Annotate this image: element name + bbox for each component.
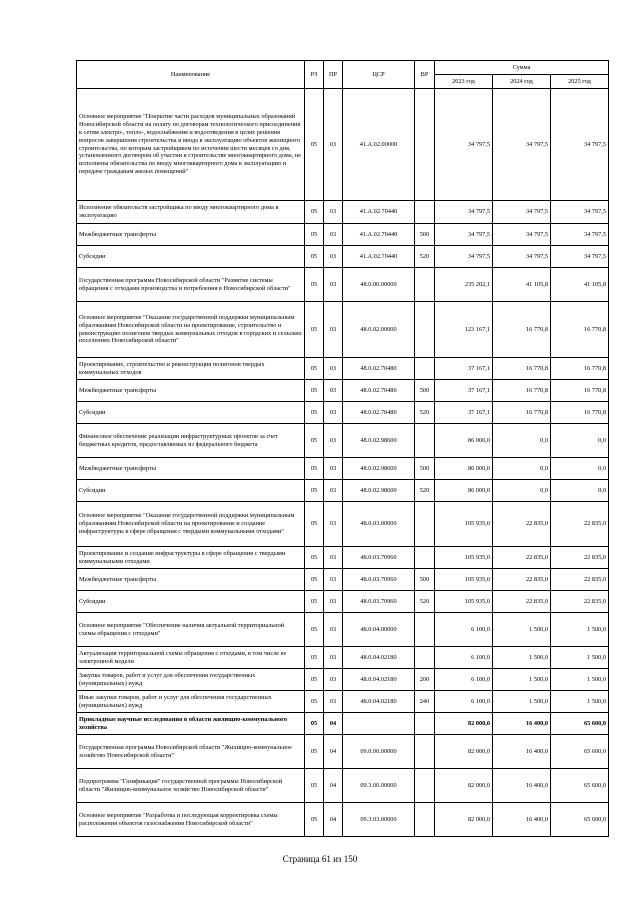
row-rz: 05 xyxy=(305,201,324,224)
row-rz: 05 xyxy=(305,735,324,769)
row-rz: 05 xyxy=(305,268,324,302)
row-value-2023: 105 935,0 xyxy=(435,547,493,569)
row-name: Проектирование и создание инфраструктуры в сфере обращения с твердыми коммунальными отходами xyxy=(77,547,305,569)
row-pr: 03 xyxy=(324,268,343,302)
row-pr: 03 xyxy=(324,402,343,424)
row-value-2025: 34 797,5 xyxy=(551,224,609,246)
row-csr: 48.0.04.02180 xyxy=(343,647,415,669)
row-pr: 04 xyxy=(324,803,343,837)
row-value-2025: 0,0 xyxy=(551,424,609,458)
header-year-2023: 2023 год xyxy=(435,75,493,89)
row-csr: 48.0.02.70480 xyxy=(343,358,415,380)
row-csr: 48.0.04.02180 xyxy=(343,669,415,691)
row-value-2024: 0,0 xyxy=(493,424,551,458)
row-value-2024: 34 797,5 xyxy=(493,246,551,268)
row-name: Субсидии xyxy=(77,480,305,502)
row-value-2024: 34 797,5 xyxy=(493,201,551,224)
row-pr: 03 xyxy=(324,480,343,502)
row-name: Основное мероприятие "Оказание государственной поддержки муниципальным образованиям Новосибирской области на проектирование, строительство и реконструкцию полигонов твердых коммунальных отходов в городских и сельских поселениях Новосибирской области" xyxy=(77,302,305,358)
row-rz: 05 xyxy=(305,302,324,358)
row-csr: 41.А.02.70440 xyxy=(343,201,415,224)
table-row xyxy=(77,458,609,480)
row-value-2024: 22 835,0 xyxy=(493,547,551,569)
row-pr: 03 xyxy=(324,647,343,669)
table-row xyxy=(77,380,609,402)
row-csr: 48.0.02.70480 xyxy=(343,380,415,402)
row-value-2024: 16 770,8 xyxy=(493,302,551,358)
row-value-2023: 6 100,0 xyxy=(435,613,493,647)
table-row xyxy=(77,224,609,246)
row-pr: 03 xyxy=(324,380,343,402)
row-rz: 05 xyxy=(305,769,324,803)
row-name: Государственная программа Новосибирской области "Развитие системы обращения с отходами производства и потребления в Новосибирской области" xyxy=(77,268,305,302)
table-row xyxy=(77,480,609,502)
row-value-2025: 1 500,0 xyxy=(551,691,609,713)
row-value-2024: 34 797,5 xyxy=(493,89,551,201)
row-pr: 04 xyxy=(324,713,343,735)
row-pr: 03 xyxy=(324,669,343,691)
row-name: Субсидии xyxy=(77,246,305,268)
row-value-2023: 105 935,0 xyxy=(435,569,493,591)
row-csr: 48.0.02.98600 xyxy=(343,458,415,480)
row-value-2023: 34 797,5 xyxy=(435,89,493,201)
row-pr: 03 xyxy=(324,591,343,613)
row-pr: 03 xyxy=(324,691,343,713)
row-vr: 240 xyxy=(415,691,435,713)
row-vr: 200 xyxy=(415,669,435,691)
row-vr xyxy=(415,502,435,547)
page-number: Страница 61 из 150 xyxy=(282,854,358,864)
row-value-2025: 0,0 xyxy=(551,458,609,480)
table-row xyxy=(77,691,609,713)
row-csr: 09.3.00.00000 xyxy=(343,769,415,803)
table-row xyxy=(77,713,609,735)
row-vr xyxy=(415,268,435,302)
row-rz: 05 xyxy=(305,402,324,424)
row-rz: 05 xyxy=(305,358,324,380)
row-rz: 05 xyxy=(305,613,324,647)
row-value-2025: 22 835,0 xyxy=(551,591,609,613)
row-name: Субсидии xyxy=(77,402,305,424)
row-csr: 09.0.00.00000 xyxy=(343,735,415,769)
table-row xyxy=(77,735,609,769)
table-row xyxy=(77,89,609,201)
row-value-2025: 16 770,8 xyxy=(551,358,609,380)
row-csr: 09.3.03.00000 xyxy=(343,803,415,837)
row-vr xyxy=(415,201,435,224)
row-csr: 48.0.02.98600 xyxy=(343,424,415,458)
row-pr: 03 xyxy=(324,613,343,647)
row-value-2025: 34 797,5 xyxy=(551,246,609,268)
row-vr: 500 xyxy=(415,458,435,480)
table-row xyxy=(77,569,609,591)
row-value-2023: 235 202,1 xyxy=(435,268,493,302)
row-value-2024: 22 835,0 xyxy=(493,502,551,547)
row-value-2024: 16 400,0 xyxy=(493,803,551,837)
row-value-2025: 16 770,8 xyxy=(551,302,609,358)
row-csr xyxy=(343,713,415,735)
table-row xyxy=(77,803,609,837)
row-value-2025: 1 500,0 xyxy=(551,669,609,691)
row-csr: 48.0.03.70960 xyxy=(343,569,415,591)
header-year-2025: 2025 год xyxy=(551,75,609,89)
row-rz: 05 xyxy=(305,547,324,569)
row-vr: 500 xyxy=(415,380,435,402)
row-name: Актуализация территориальной схемы обращения с отходами, в том числе ее электронной модели xyxy=(77,647,305,669)
row-vr xyxy=(415,803,435,837)
row-value-2025: 16 770,8 xyxy=(551,380,609,402)
row-vr: 520 xyxy=(415,591,435,613)
row-value-2024: 16 400,0 xyxy=(493,735,551,769)
row-rz: 05 xyxy=(305,89,324,201)
row-value-2025: 22 835,0 xyxy=(551,569,609,591)
row-value-2023: 82 000,0 xyxy=(435,735,493,769)
row-pr: 03 xyxy=(324,424,343,458)
row-value-2024: 16 400,0 xyxy=(493,713,551,735)
row-name: Основное мероприятие "Покрытие части расходов муниципальных образований Новосибирской области на оплату по договорам технологического присоединения к сетям электро-, тепло-, водоснабжения и водоотведения в целях решения вопросов завершения строительства и ввода в эксплуатацию объектов жилищного строительства, по которым застройщиком по истечении шести месяцев со дня, установленного договором об участии в строительстве многоквартирного дома, не исполнены обязательства по вводу многоквартирного дома в эксплуатацию и передаче гражданам жилых помещений" xyxy=(77,89,305,201)
row-name: Государственная программа Новосибирской области "Жилищно-коммунальное хозяйство Новосибирской области" xyxy=(77,735,305,769)
header-sums: Сумма xyxy=(435,61,609,75)
row-rz: 05 xyxy=(305,502,324,547)
row-pr: 03 xyxy=(324,358,343,380)
row-name: Межбюджетные трансферты xyxy=(77,458,305,480)
header-vr: ВР xyxy=(415,61,435,89)
row-value-2023: 37 167,1 xyxy=(435,402,493,424)
row-value-2023: 6 100,0 xyxy=(435,691,493,713)
row-rz: 05 xyxy=(305,713,324,735)
row-vr: 500 xyxy=(415,569,435,591)
row-pr: 03 xyxy=(324,547,343,569)
row-rz: 05 xyxy=(305,424,324,458)
row-value-2024: 41 105,8 xyxy=(493,268,551,302)
row-name: Основное мероприятие "Оказание государственной поддержки муниципальным образованиям Новосибирской области на проектирование и создание инфраструктуры в сфере обращения с твердыми коммунальными отходами" xyxy=(77,502,305,547)
row-value-2024: 22 835,0 xyxy=(493,591,551,613)
table-row xyxy=(77,358,609,380)
row-value-2024: 22 835,0 xyxy=(493,569,551,591)
row-name: Закупка товаров, работ и услуг для обеспечения государственных (муниципальных) нужд xyxy=(77,669,305,691)
row-value-2024: 1 500,0 xyxy=(493,691,551,713)
row-value-2024: 1 500,0 xyxy=(493,669,551,691)
header-pr: ПР xyxy=(324,61,343,89)
row-vr: 520 xyxy=(415,246,435,268)
row-rz: 05 xyxy=(305,458,324,480)
row-name: Прикладные научные исследования в области жилищно-коммунального хозяйства xyxy=(77,713,305,735)
header-rz: РЗ xyxy=(305,61,324,89)
row-pr: 03 xyxy=(324,246,343,268)
row-value-2023: 34 797,5 xyxy=(435,201,493,224)
row-value-2023: 37 167,1 xyxy=(435,358,493,380)
table-row xyxy=(77,246,609,268)
table-row xyxy=(77,591,609,613)
row-name: Межбюджетные трансферты xyxy=(77,380,305,402)
table-row xyxy=(77,201,609,224)
row-vr xyxy=(415,358,435,380)
row-vr: 520 xyxy=(415,402,435,424)
row-value-2023: 86 000,0 xyxy=(435,424,493,458)
row-vr xyxy=(415,613,435,647)
row-name: Проектирование, строительство и реконструкция полигонов твердых коммунальных отходов xyxy=(77,358,305,380)
header-name: Наименование xyxy=(77,61,305,89)
table-row xyxy=(77,424,609,458)
row-pr: 04 xyxy=(324,735,343,769)
row-pr: 03 xyxy=(324,201,343,224)
row-value-2023: 34 797,5 xyxy=(435,224,493,246)
row-csr: 48.0.04.02180 xyxy=(343,691,415,713)
table-row xyxy=(77,669,609,691)
row-value-2024: 16 400,0 xyxy=(493,769,551,803)
row-value-2023: 6 100,0 xyxy=(435,647,493,669)
row-pr: 03 xyxy=(324,458,343,480)
row-value-2023: 37 167,1 xyxy=(435,380,493,402)
row-value-2025: 41 105,8 xyxy=(551,268,609,302)
row-name: Подпрограмма "Газификация" государственной программы Новосибирской области "Жилищно-коммунальное хозяйство Новосибирской области" xyxy=(77,769,305,803)
row-value-2024: 34 797,5 xyxy=(493,224,551,246)
row-value-2023: 6 100,0 xyxy=(435,669,493,691)
row-rz: 05 xyxy=(305,647,324,669)
table-row xyxy=(77,769,609,803)
row-value-2025: 1 500,0 xyxy=(551,647,609,669)
row-rz: 05 xyxy=(305,569,324,591)
row-vr: 520 xyxy=(415,480,435,502)
row-value-2024: 16 770,8 xyxy=(493,380,551,402)
row-pr: 03 xyxy=(324,569,343,591)
row-value-2023: 123 167,1 xyxy=(435,302,493,358)
row-csr: 48.0.03.00000 xyxy=(343,502,415,547)
row-value-2024: 16 770,8 xyxy=(493,402,551,424)
row-name: Межбюджетные трансферты xyxy=(77,569,305,591)
row-value-2024: 0,0 xyxy=(493,480,551,502)
table-row xyxy=(77,647,609,669)
row-value-2023: 82 000,0 xyxy=(435,803,493,837)
row-value-2024: 1 500,0 xyxy=(493,647,551,669)
row-csr: 48.0.02.00000 xyxy=(343,302,415,358)
row-pr: 03 xyxy=(324,302,343,358)
table-row xyxy=(77,302,609,358)
table-body xyxy=(77,89,609,837)
row-value-2024: 0,0 xyxy=(493,458,551,480)
row-name: Финансовое обеспечение реализации инфраструктурных проектов за счет бюджетных кредитов, предоставляемых из федерального бюджета xyxy=(77,424,305,458)
row-value-2025: 34 797,5 xyxy=(551,89,609,201)
table-row xyxy=(77,402,609,424)
row-name: Исполнение обязательств застройщика по вводу многоквартирного дома в эксплуатацию xyxy=(77,201,305,224)
row-value-2023: 105 935,0 xyxy=(435,591,493,613)
row-vr xyxy=(415,424,435,458)
row-csr: 41.А.02.70440 xyxy=(343,246,415,268)
row-vr xyxy=(415,713,435,735)
row-value-2023: 86 000,0 xyxy=(435,458,493,480)
row-value-2025: 16 770,8 xyxy=(551,402,609,424)
row-rz: 05 xyxy=(305,691,324,713)
row-name: Основное мероприятие "Разработка и последующая корректировка схемы расположения объектов газоснабжения Новосибирской области" xyxy=(77,803,305,837)
row-vr xyxy=(415,547,435,569)
row-csr: 48.0.03.70960 xyxy=(343,547,415,569)
row-vr xyxy=(415,302,435,358)
table-header xyxy=(77,61,609,89)
row-value-2023: 34 797,5 xyxy=(435,246,493,268)
row-value-2023: 105 935,0 xyxy=(435,502,493,547)
row-csr: 41.А.02.00000 xyxy=(343,89,415,201)
table-row xyxy=(77,268,609,302)
budget-table xyxy=(76,60,609,837)
row-csr: 48.0.03.70960 xyxy=(343,591,415,613)
row-pr: 03 xyxy=(324,224,343,246)
row-rz: 05 xyxy=(305,591,324,613)
row-name: Основное мероприятие "Обеспечение наличия актуальной территориальной схемы обращения с отходами" xyxy=(77,613,305,647)
header-csr: ЦСР xyxy=(343,61,415,89)
row-value-2024: 16 770,8 xyxy=(493,358,551,380)
table-row xyxy=(77,547,609,569)
row-csr: 48.0.00.00000 xyxy=(343,268,415,302)
row-value-2025: 65 600,0 xyxy=(551,769,609,803)
row-value-2025: 1 500,0 xyxy=(551,613,609,647)
row-vr xyxy=(415,89,435,201)
row-vr xyxy=(415,647,435,669)
row-csr: 48.0.02.70480 xyxy=(343,402,415,424)
row-csr: 48.0.04.00000 xyxy=(343,613,415,647)
row-rz: 05 xyxy=(305,224,324,246)
header-year-2024: 2024 год xyxy=(493,75,551,89)
row-csr: 48.0.02.98600 xyxy=(343,480,415,502)
row-value-2025: 65 600,0 xyxy=(551,803,609,837)
row-value-2025: 0,0 xyxy=(551,480,609,502)
row-value-2023: 82 000,0 xyxy=(435,769,493,803)
table-row xyxy=(77,613,609,647)
row-rz: 05 xyxy=(305,480,324,502)
row-rz: 05 xyxy=(305,803,324,837)
row-value-2025: 22 835,0 xyxy=(551,547,609,569)
row-rz: 05 xyxy=(305,669,324,691)
row-name: Субсидии xyxy=(77,591,305,613)
row-name: Межбюджетные трансферты xyxy=(77,224,305,246)
row-pr: 03 xyxy=(324,502,343,547)
row-rz: 05 xyxy=(305,246,324,268)
row-value-2025: 22 835,0 xyxy=(551,502,609,547)
row-pr: 04 xyxy=(324,769,343,803)
row-pr: 03 xyxy=(324,89,343,201)
row-value-2023: 86 000,0 xyxy=(435,480,493,502)
row-rz: 05 xyxy=(305,380,324,402)
row-value-2025: 65 600,0 xyxy=(551,735,609,769)
row-vr xyxy=(415,769,435,803)
row-value-2023: 82 000,0 xyxy=(435,713,493,735)
table-row xyxy=(77,502,609,547)
row-value-2025: 34 797,5 xyxy=(551,201,609,224)
row-vr xyxy=(415,735,435,769)
row-vr: 500 xyxy=(415,224,435,246)
row-value-2024: 1 500,0 xyxy=(493,613,551,647)
row-value-2025: 65 600,0 xyxy=(551,713,609,735)
row-csr: 41.А.02.70440 xyxy=(343,224,415,246)
row-name: Иные закупки товаров, работ и услуг для обеспечения государственных (муниципальных) нужд xyxy=(77,691,305,713)
